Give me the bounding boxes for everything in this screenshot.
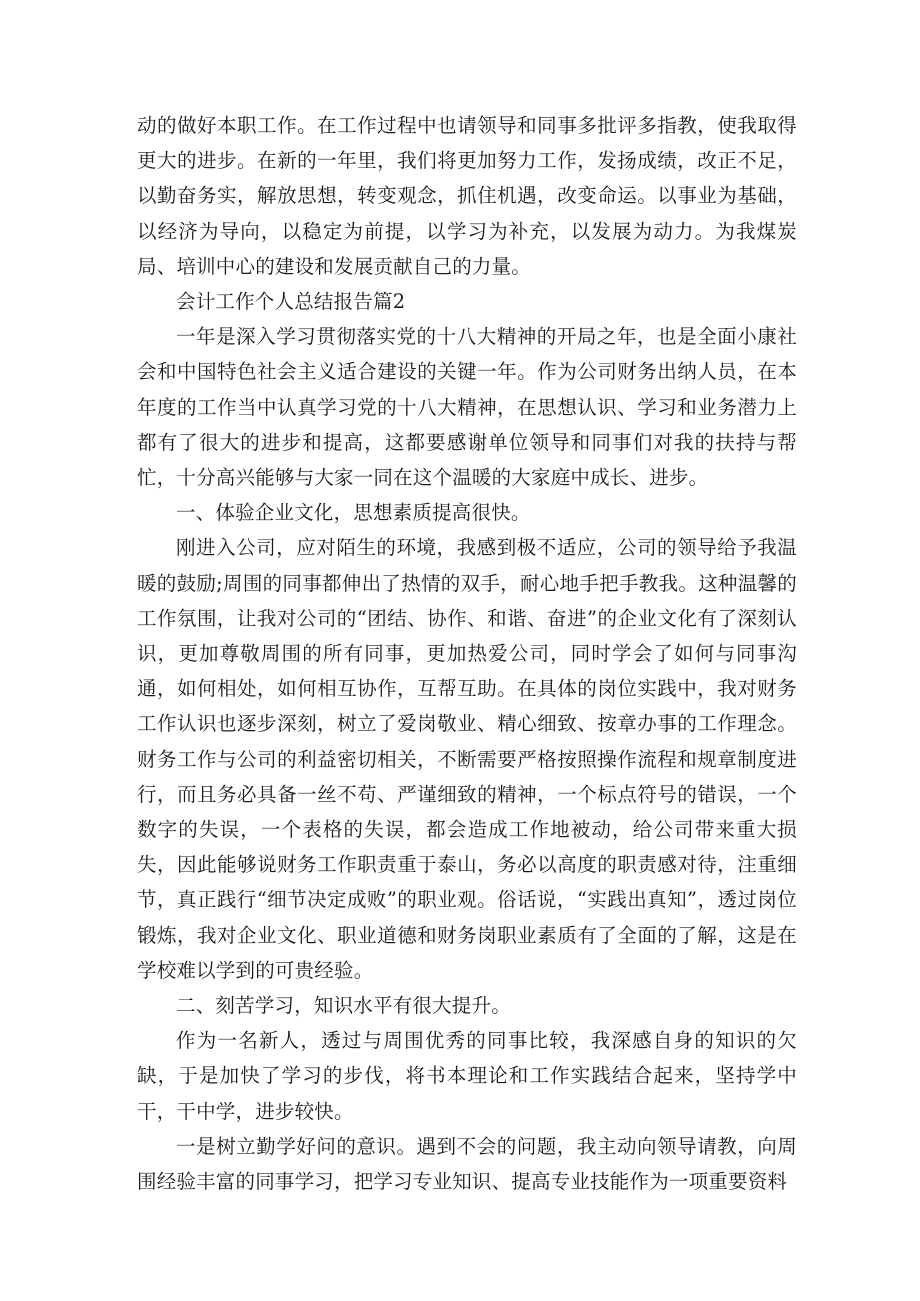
paragraph: 一是树立勤学好问的意识。遇到不会的问题，我主动向领导请教，向周围经验丰富的同事学习，把学习专业知识、提高专业技能作为一项重要资料: [137, 1134, 797, 1194]
paragraph: 一年是深入学习贯彻落实党的十八大精神的开局之年，也是全面小康社会和中国特色社会主义适合建设的关键一年。作为公司财务出纳人员，在本年度的工作当中认真学习党的十八大精神，在思想认识、学习和业务潜力上都有了很大的进步和提高，这都要感谢单位领导和同事们对我的扶持与帮忙，十分高兴能够与大家一同在这个温暖的大家庭中成长、进步。: [137, 325, 797, 490]
section-heading: 一、体验企业文化，思想素质提高很快。: [176, 501, 531, 525]
paragraph: 作为一名新人，透过与周围优秀的同事比较，我深感自身的知识的欠缺，于是加快了学习的步伐，将书本理论和工作实践结合起来，坚持学中干，干中学，进步较快。: [137, 1029, 797, 1123]
section-heading: 二、刻苦学习，知识水平有很大提升。: [176, 994, 511, 1018]
paragraph: 动的做好本职工作。在工作过程中也请领导和同事多批评多指教，使我取得更大的进步。在新的一年里，我们将更加努力工作，发扬成绩，改正不足，以勤奋务实，解放思想，转变观念，抓住机遇，改变命运。以事业为基础，以经济为导向，以稳定为前提，以学习为补充，以发展为动力。为我煤炭局、培训中心的建设和发展贡献自己的力量。: [137, 114, 797, 278]
paragraph: 刚进入公司，应对陌生的环境，我感到极不适应，公司的领导给予我温暖的鼓励;周围的同事都伸出了热情的双手，耐心地手把手教我。这种温馨的工作氛围，让我对公司的“团结、协作、和谐、奋进”的企业文化有了深刻认识，更加尊敬周围的所有同事，更加热爱公司，同时学会了如何与同事沟通，如何相处，如何相互协作，互帮互助。在具体的岗位实践中，我对财务工作认识也逐步深刻，树立了爱岗敬业、精心细致、按章办事的工作理念。财务工作与公司的利益密切相关，不断需要严格按照操作流程和规章制度进行，而且务必具备一丝不苟、严谨细致的精神，一个标点符号的错误，一个数字的失误，一个表格的失误，都会造成工作地被动，给公司带来重大损失，因此能够说财务工作职责重于泰山，务必以高度的职责感对待，注重细节，真正践行“细节决定成败”的职业观。俗话说，“实践出真知”，透过岗位锻炼，我对企业文化、职业道德和财务岗职业素质有了全面的了解，这是在学校难以学到的可贵经验。: [137, 536, 797, 982]
document-body: [137, 108, 797, 1199]
section-title: 会计工作个人总结报告篇2: [176, 290, 406, 314]
